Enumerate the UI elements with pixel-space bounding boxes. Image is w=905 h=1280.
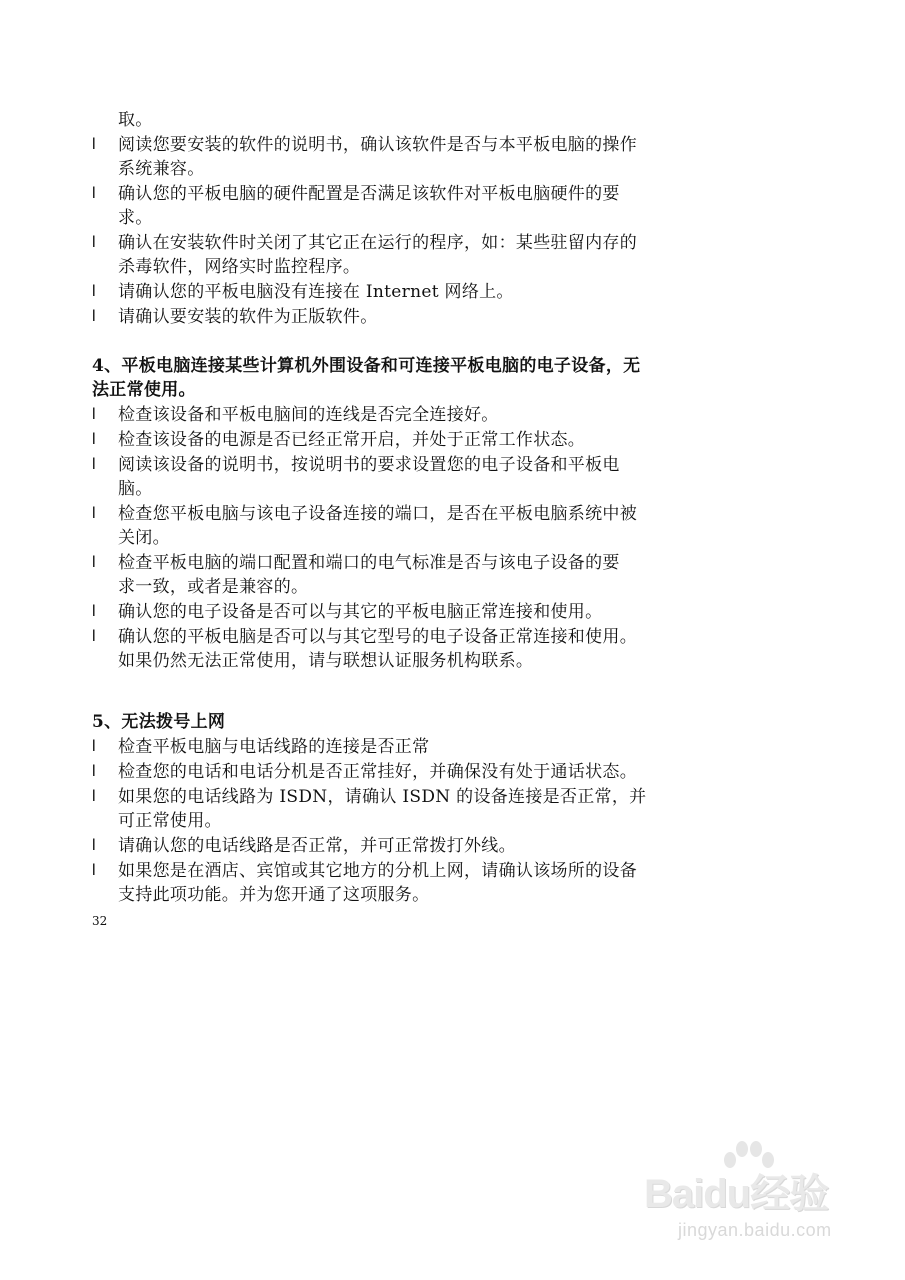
list-item-line: 确认您的电子设备是否可以与其它的平板电脑正常连接和使用。 xyxy=(118,602,603,622)
bullet-marker: l xyxy=(92,308,96,325)
list-item-line: 检查该设备和平板电脑间的连线是否完全连接好。 xyxy=(118,405,499,425)
bullet-marker: l xyxy=(92,763,96,780)
list-item-line: 确认在安装软件时关闭了其它正在运行的程序，如：某些驻留内存的 xyxy=(118,233,637,253)
bullet-marker: l xyxy=(92,431,96,448)
baidu-jingyan-watermark xyxy=(640,1140,880,1250)
continuation-text: 取。 xyxy=(118,110,153,130)
list-item-line: 如果您是在酒店、宾馆或其它地方的分机上网，请确认该场所的设备 xyxy=(118,861,637,881)
bullet-marker: l xyxy=(92,234,96,251)
list-item-line: 确认您的平板电脑的硬件配置是否满足该软件对平板电脑硬件的要 xyxy=(118,184,620,204)
list-item-line: 请确认您的平板电脑没有连接在 Internet 网络上。 xyxy=(118,282,514,302)
bullet-marker: l xyxy=(92,406,96,423)
list-item-line: 脑。 xyxy=(118,479,153,499)
list-item-line: 如果您的电话线路为 ISDN，请确认 ISDN 的设备连接是否正常，并 xyxy=(118,787,647,807)
list-item-line: 确认您的平板电脑是否可以与其它型号的电子设备正常连接和使用。 xyxy=(118,627,637,647)
bullet-marker: l xyxy=(92,554,96,571)
watermark-logo-text: Baidu经验 xyxy=(644,1172,829,1216)
bullet-marker: l xyxy=(92,738,96,755)
list-item-line: 杀毒软件，网络实时监控程序。 xyxy=(118,257,361,277)
bullet-marker: l xyxy=(92,788,96,805)
section-4-heading: 4、平板电脑连接某些计算机外围设备和可连接平板电脑的电子设备，无 xyxy=(92,356,641,376)
watermark-url: jingyan.baidu.com xyxy=(678,1220,832,1240)
bullet-marker: l xyxy=(92,185,96,202)
bullet-marker: l xyxy=(92,603,96,620)
bullet-marker: l xyxy=(92,862,96,879)
bullet-marker: l xyxy=(92,837,96,854)
list-item-line: 关闭。 xyxy=(118,528,170,548)
list-item-line: 可正常使用。 xyxy=(118,811,222,831)
list-item-line: 检查您的电话和电话分机是否正常挂好，并确保没有处于通话状态。 xyxy=(118,762,637,782)
list-item-line: 支持此项功能。并为您开通了这项服务。 xyxy=(118,885,430,905)
list-item-line: 系统兼容。 xyxy=(118,159,205,179)
list-item-line: 如果仍然无法正常使用，请与联想认证服务机构联系。 xyxy=(118,651,534,671)
page-number: 32 xyxy=(92,914,108,928)
bullet-marker: l xyxy=(92,628,96,645)
bullet-marker: l xyxy=(92,505,96,522)
list-item-line: 阅读您要安装的软件的说明书，确认该软件是否与本平板电脑的操作 xyxy=(118,135,637,155)
list-item-line: 检查平板电脑的端口配置和端口的电气标准是否与该电子设备的要 xyxy=(118,553,620,573)
section-4-heading: 法正常使用。 xyxy=(92,380,196,400)
list-item-line: 阅读该设备的说明书，按说明书的要求设置您的电子设备和平板电 xyxy=(118,455,620,475)
list-item-line: 求一致，或者是兼容的。 xyxy=(118,577,309,597)
bullet-marker: l xyxy=(92,136,96,153)
list-item-line: 检查您平板电脑与该电子设备连接的端口，是否在平板电脑系统中被 xyxy=(118,504,637,524)
list-item-line: 请确认要安装的软件为正版软件。 xyxy=(118,307,378,327)
list-item-line: 检查该设备的电源是否已经正常开启，并处于正常工作状态。 xyxy=(118,430,586,450)
bullet-marker: l xyxy=(92,456,96,473)
list-item-line: 求。 xyxy=(118,208,153,228)
list-item-line: 检查平板电脑与电话线路的连接是否正常 xyxy=(118,737,430,757)
bullet-marker: l xyxy=(92,283,96,300)
section-5-heading: 5、无法拨号上网 xyxy=(92,712,226,732)
list-item-line: 请确认您的电话线路是否正常，并可正常拨打外线。 xyxy=(118,836,516,856)
